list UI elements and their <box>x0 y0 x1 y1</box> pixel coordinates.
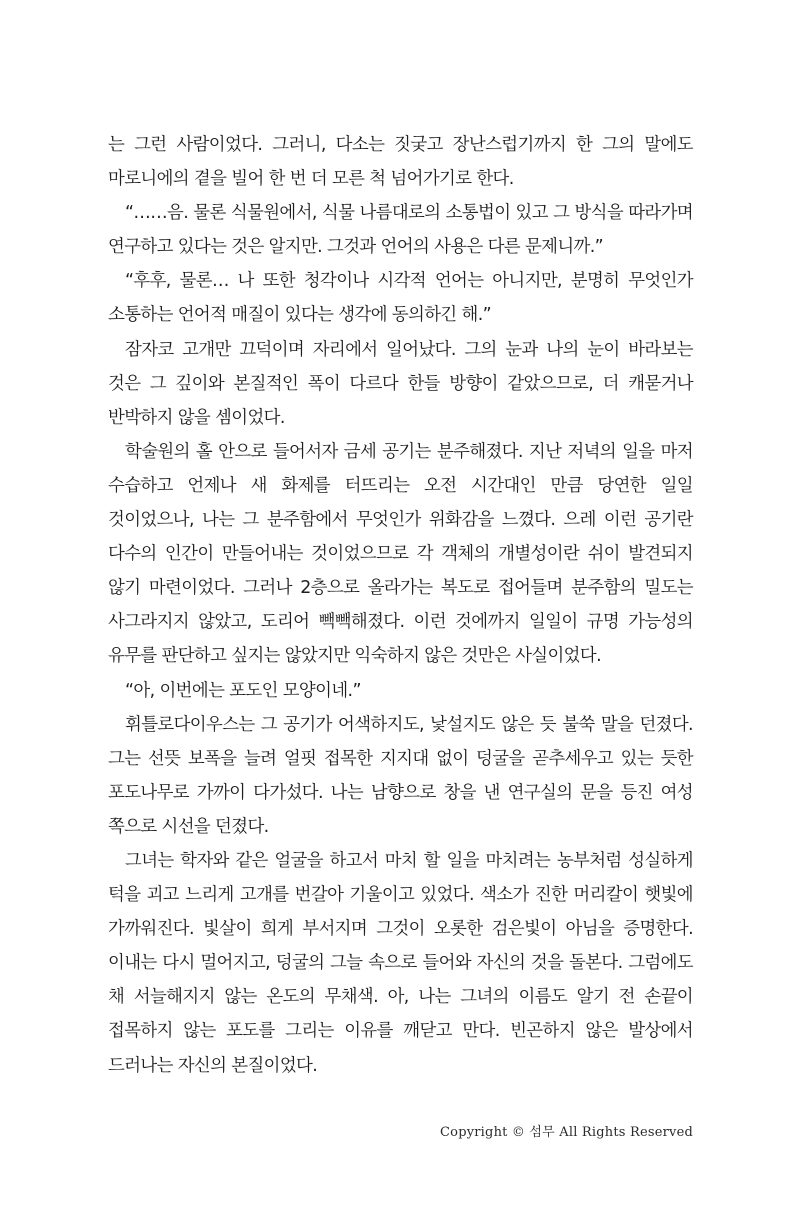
copyright-notice: Copyright © 섬무 All Rights Reserved <box>440 1125 693 1140</box>
paragraph: 학술원의 홀 안으로 들어서자 금세 공기는 분주해졌다. 지난 저녁의 일을 마저 수습하고 언제나 새 화제를 터뜨리는 오전 시간대인 만큼 당연한 일일 것이었으나, 나는 그 분주함에서 무엇인가 위화감을 느꼈다. 으레 이런 공기란 다수의 인간이 만들어내는 것이었으므로 각 객체의 개별성이란 쉬이 발견되지 않기 마련이었다. 그러나 2층으로 올라가는 복도로 접어들며 분주함의 밀도는 사그라지지 않았고, 도리어 빽빽해졌다. 이런 것에까지 일일이 규명 가능성의 유무를 판단하고 싶지는 않았지만 익숙하지 않은 것만은 사실이었다. <box>108 441 693 667</box>
paragraph: “아, 이번에는 포도인 모양이네.” <box>125 680 361 701</box>
paragraph: 는 그런 사람이었다. 그러니, 다소는 짓궂고 장난스럽기까지 한 그의 말에도 마로니에의 곁을 빌어 한 번 더 모른 척 넘어가기로 한다. <box>108 135 693 190</box>
paragraph: 그녀는 학자와 같은 얼굴을 하고서 마치 할 일을 마치려는 농부처럼 성실하게 턱을 괴고 느리게 고개를 번갈아 기울이고 있었다. 색소가 진한 머리칼이 햇빛에 가까워진다. 빛살이 희게 부서지며 그것이 오롯한 검은빛이 아님을 증명한다. 이내는 다시 멀어지고, 덩굴의 그늘 속으로 들어와 자신의 것을 돌본다. 그럼에도 채 서늘해지지 않는 온도의 무채색. 아, 나는 그녀의 이름도 알기 전 손끝이 접목하지 않는 포도를 그리는 이유를 깨닫고 만다. 빈곤하지 않은 발상에서 드러나는 자신의 본질이었다. <box>108 850 693 1076</box>
paragraph: “후후, 물론… 나 또한 청각이나 시각적 언어는 아니지만, 분명히 무엇인가 소통하는 언어적 매질이 있다는 생각에 동의하긴 해.” <box>108 271 693 326</box>
paragraph: 휘틀로다이우스는 그 공기가 어색하지도, 낯설지도 않은 듯 불쑥 말을 던졌다. 그는 선뜻 보폭을 늘려 얼핏 접목한 지지대 없이 덩굴을 곧추세우고 있는 듯한 포도나무로 가까이 다가섰다. 나는 남향으로 창을 낸 연구실의 문을 등진 여성 쪽으로 시선을 던졌다. <box>108 714 693 837</box>
body-text <box>108 128 693 1083</box>
paragraph: “……음. 물론 식물원에서, 식물 나름대로의 소통법이 있고 그 방식을 따라가며 연구하고 있다는 것은 알지만. 그것과 언어의 사용은 다른 문제니까.” <box>108 203 693 258</box>
paragraph: 잠자코 고개만 끄덕이며 자리에서 일어났다. 그의 눈과 나의 눈이 바라보는 것은 그 깊이와 본질적인 폭이 다르다 한들 방향이 같았으므로, 더 캐묻거나 반박하지 않을 셈이었다. <box>108 339 693 428</box>
